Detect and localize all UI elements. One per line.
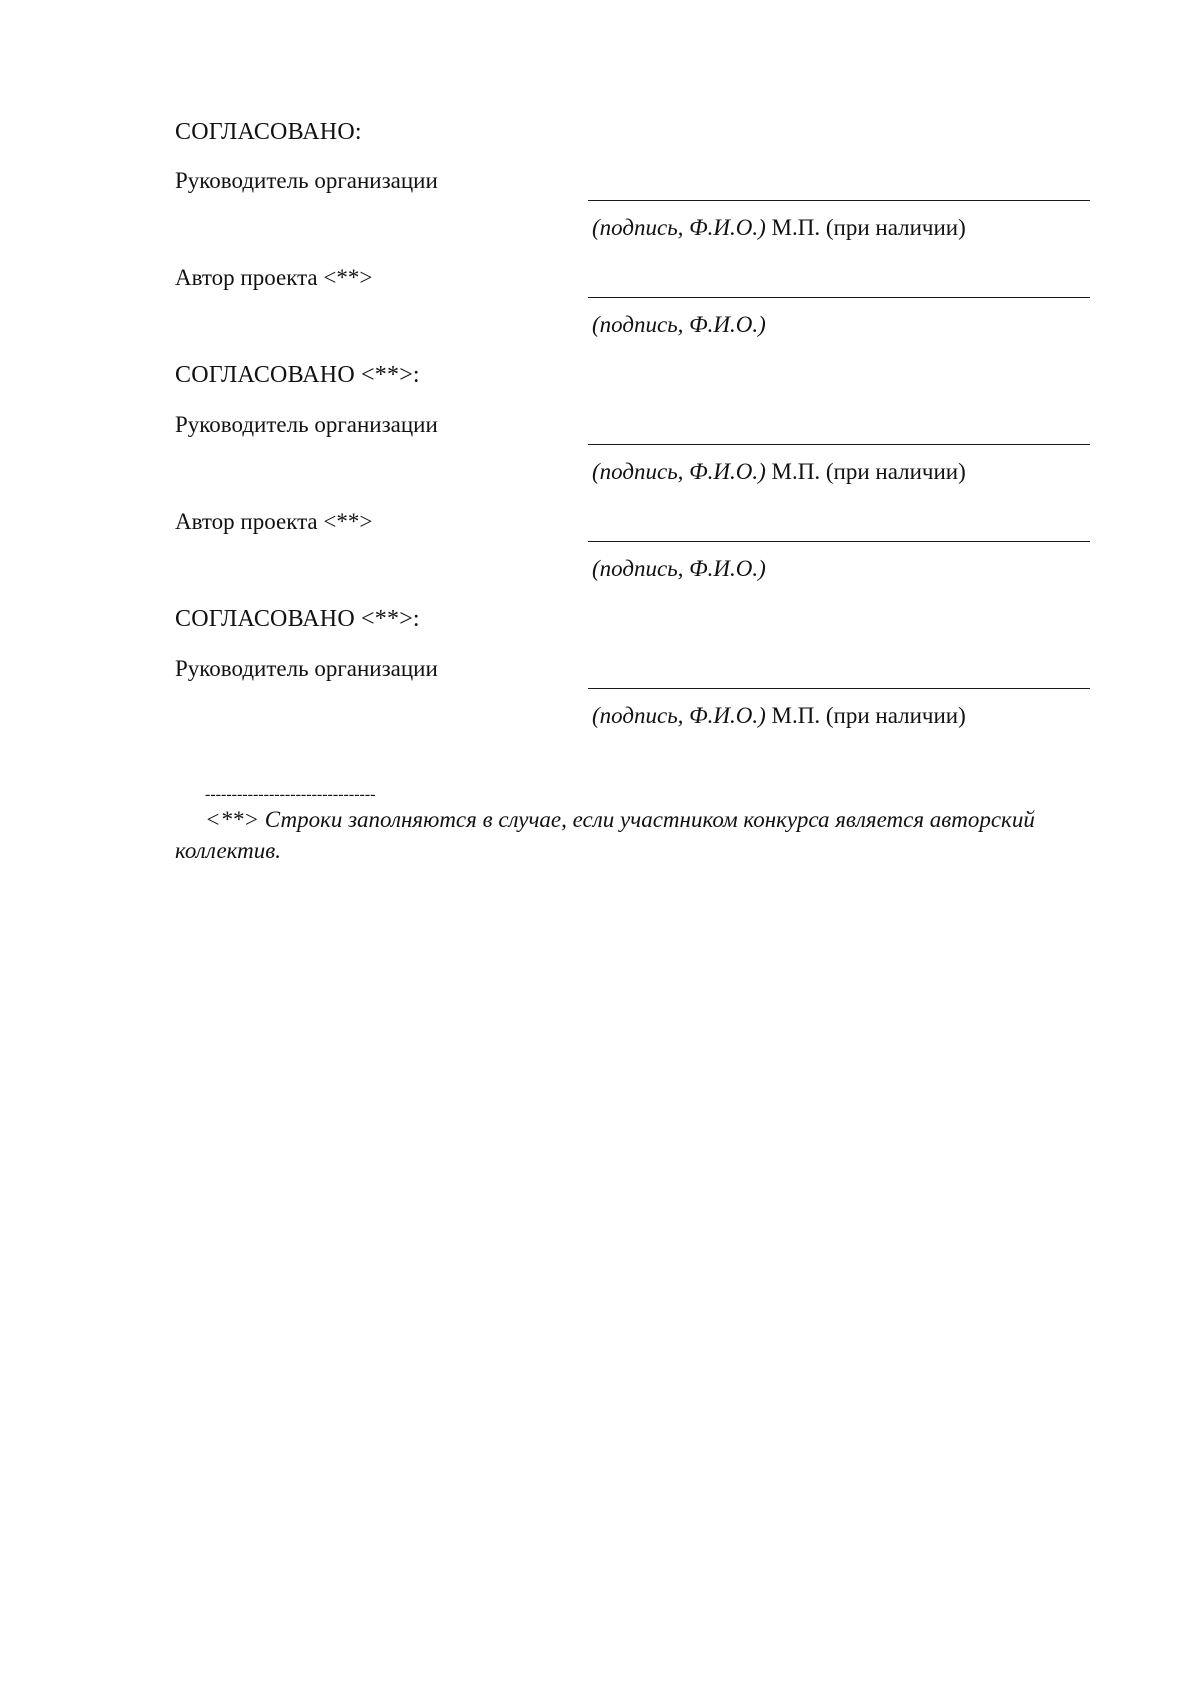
footnote-line: коллектив. <box>175 838 281 863</box>
signature-caption-italic: (подпись, Ф.И.О.) <box>592 215 766 240</box>
signature-line <box>588 688 1090 689</box>
signature-caption <box>592 458 966 486</box>
signatory-label: Руководитель организации <box>175 412 438 437</box>
signature-caption-italic: (подпись, Ф.И.О.) <box>592 703 766 728</box>
signature-caption-italic: (подпись, Ф.И.О.) <box>592 556 766 581</box>
signatory-label: Руководитель организации <box>175 656 438 681</box>
signature-caption-seal: М.П. (при наличии) <box>765 215 966 240</box>
signatory-label: Автор проекта <**> <box>175 265 373 290</box>
signature-caption-seal: М.П. (при наличии) <box>765 703 966 728</box>
footnote-line: <**> Строки заполняются в случае, если участником конкурса является авторский <box>205 807 1035 832</box>
signatory-label: Руководитель организации <box>175 168 438 193</box>
signature-caption <box>592 555 766 583</box>
signature-caption-italic: (подпись, Ф.И.О.) <box>592 312 766 337</box>
signature-caption <box>592 702 966 730</box>
approval-heading: СОГЛАСОВАНО: <box>175 119 362 145</box>
signature-caption-italic: (подпись, Ф.И.О.) <box>592 459 766 484</box>
approval-heading: СОГЛАСОВАНО <**>: <box>175 362 420 388</box>
signature-line <box>588 541 1090 542</box>
footnote-separator: -------------------------------- <box>205 786 376 803</box>
signatory-label: Автор проекта <**> <box>175 509 373 534</box>
approval-heading: СОГЛАСОВАНО <**>: <box>175 606 420 632</box>
signature-line <box>588 200 1090 201</box>
signature-line <box>588 297 1090 298</box>
signature-caption <box>592 311 766 339</box>
signature-line <box>588 444 1090 445</box>
signature-caption <box>592 214 966 242</box>
signature-caption-seal: М.П. (при наличии) <box>765 459 966 484</box>
